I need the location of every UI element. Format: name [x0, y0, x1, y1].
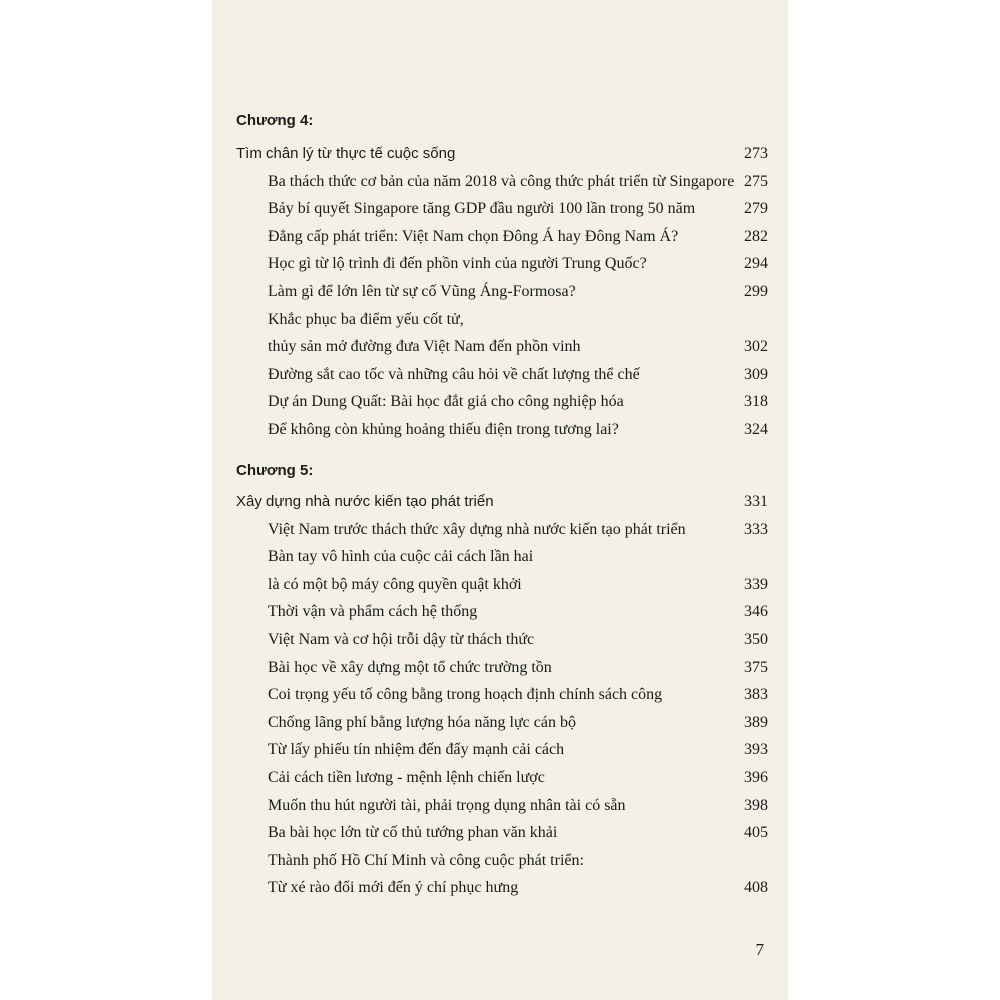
- toc-entry[interactable]: [212, 686, 788, 710]
- entry-title: Dự án Dung Quất: Bài học đắt giá cho công nghiệp hóa: [268, 393, 624, 411]
- toc-entry[interactable]: [212, 548, 788, 572]
- toc-entry[interactable]: [212, 283, 788, 307]
- entry-title: Bảy bí quyết Singapore tăng GDP đầu người 100 lần trong 50 năm: [268, 200, 696, 218]
- toc-entry[interactable]: [212, 393, 788, 417]
- toc-entry[interactable]: [212, 714, 788, 738]
- toc-entry[interactable]: [212, 173, 788, 197]
- entry-page-number: 375: [744, 658, 768, 676]
- entry-page-number: 383: [744, 686, 768, 704]
- section-entry[interactable]: [212, 493, 788, 517]
- section-page-number: 273: [744, 145, 768, 162]
- page-number: 7: [755, 940, 764, 959]
- entry-title: Để không còn khủng hoảng thiếu điện trong tương lai?: [268, 421, 619, 438]
- toc-entry[interactable]: [212, 228, 788, 252]
- entry-page-number: 324: [744, 421, 768, 438]
- entry-page-number: 282: [744, 227, 768, 245]
- toc-entry[interactable]: [212, 200, 788, 224]
- entry-title: Cải cách tiền lương - mệnh lệnh chiến lược: [268, 769, 545, 786]
- entry-page-number: 398: [744, 796, 768, 814]
- entry-title: Thành phố Hồ Chí Minh và công cuộc phát triển:: [268, 851, 584, 869]
- entry-page-number: 396: [744, 769, 768, 786]
- toc-entry[interactable]: [212, 576, 788, 600]
- entry-page-number: 299: [744, 283, 768, 300]
- toc-entry[interactable]: [212, 255, 788, 279]
- entry-title: Đường sắt cao tốc và những câu hỏi về chất lượng thể chế: [268, 365, 640, 383]
- entry-title: Việt Nam và cơ hội trỗi dậy từ thách thức: [268, 631, 535, 648]
- toc-entry[interactable]: [212, 366, 788, 390]
- entry-title: Học gì từ lộ trình đi đến phồn vinh của người Trung Quốc?: [268, 255, 647, 273]
- table-of-contents: [212, 0, 788, 1000]
- entry-page-number: 339: [744, 575, 768, 593]
- entry-page-number: 279: [744, 200, 768, 218]
- entry-title: Bàn tay vô hình của cuộc cải cách lần hai: [268, 548, 534, 566]
- book-page: [212, 0, 788, 1000]
- entry-page-number: 405: [744, 824, 768, 842]
- entry-title: Muốn thu hút người tài, phải trọng dụng nhân tài có sẵn: [268, 796, 626, 814]
- section-title: Xây dựng nhà nước kiến tạo phát triển: [236, 493, 494, 510]
- entry-title: Thời vận và phẩm cách hệ thống: [268, 603, 478, 621]
- entry-page-number: 318: [744, 393, 768, 411]
- entry-title: Bài học về xây dựng một tổ chức trường tồn: [268, 658, 552, 676]
- entry-page-number: 389: [744, 713, 768, 731]
- entry-title: Làm gì để lớn lên từ sự cố Vũng Áng-Formosa?: [268, 283, 576, 300]
- section-entry[interactable]: [212, 145, 788, 169]
- toc-entry[interactable]: [212, 769, 788, 793]
- entry-title: Ba bài học lớn từ cố thủ tướng phan văn khải: [268, 824, 558, 842]
- entry-title: Từ xé rào đổi mới đến ý chí phục hưng: [268, 879, 519, 897]
- toc-entry[interactable]: [212, 421, 788, 445]
- toc-entry[interactable]: [212, 659, 788, 683]
- toc-entry[interactable]: [212, 797, 788, 821]
- entry-page-number: 309: [744, 365, 768, 383]
- entry-title: Việt Nam trước thách thức xây dựng nhà nước kiến tạo phát triển: [268, 520, 686, 538]
- entry-page-number: 408: [744, 879, 768, 897]
- entry-title: là có một bộ máy công quyền quật khởi: [268, 575, 522, 593]
- entry-page-number: 350: [744, 631, 768, 648]
- entry-page-number: 346: [744, 603, 768, 621]
- toc-entry[interactable]: [212, 311, 788, 335]
- section-title: Tìm chân lý từ thực tế cuộc sống: [236, 145, 456, 162]
- entry-title: Từ lấy phiếu tín nhiệm đến đẩy mạnh cải cách: [268, 741, 565, 759]
- entry-title: Ba thách thức cơ bản của năm 2018 và công thức phát triển từ Singapore: [268, 172, 735, 190]
- entry-page-number: 302: [744, 338, 768, 356]
- section-page-number: 331: [744, 493, 768, 510]
- toc-entry[interactable]: [212, 824, 788, 848]
- entry-page-number: 333: [744, 520, 768, 538]
- chapter-heading: Chương 5:: [236, 462, 314, 479]
- entry-title: Coi trọng yếu tố công bằng trong hoạch định chính sách công: [268, 686, 663, 704]
- entry-page-number: 393: [744, 741, 768, 759]
- entry-page-number: 275: [744, 172, 768, 190]
- toc-entry[interactable]: [212, 631, 788, 655]
- toc-entry[interactable]: [212, 852, 788, 876]
- toc-entry[interactable]: [212, 521, 788, 545]
- entry-title: thủy sản mở đường đưa Việt Nam đến phồn vinh: [268, 338, 581, 356]
- chapter-heading: Chương 4:: [236, 112, 314, 129]
- entry-page-number: 294: [744, 255, 768, 273]
- toc-entry[interactable]: [212, 603, 788, 627]
- toc-entry[interactable]: [212, 338, 788, 362]
- entry-title: Đẳng cấp phát triển: Việt Nam chọn Đông Á hay Đông Nam Á?: [268, 227, 679, 245]
- entry-title: Chống lãng phí bằng lượng hóa năng lực cán bộ: [268, 713, 576, 731]
- toc-entry[interactable]: [212, 879, 788, 903]
- entry-title: Khắc phục ba điểm yếu cốt tử,: [268, 310, 464, 328]
- toc-entry[interactable]: [212, 741, 788, 765]
